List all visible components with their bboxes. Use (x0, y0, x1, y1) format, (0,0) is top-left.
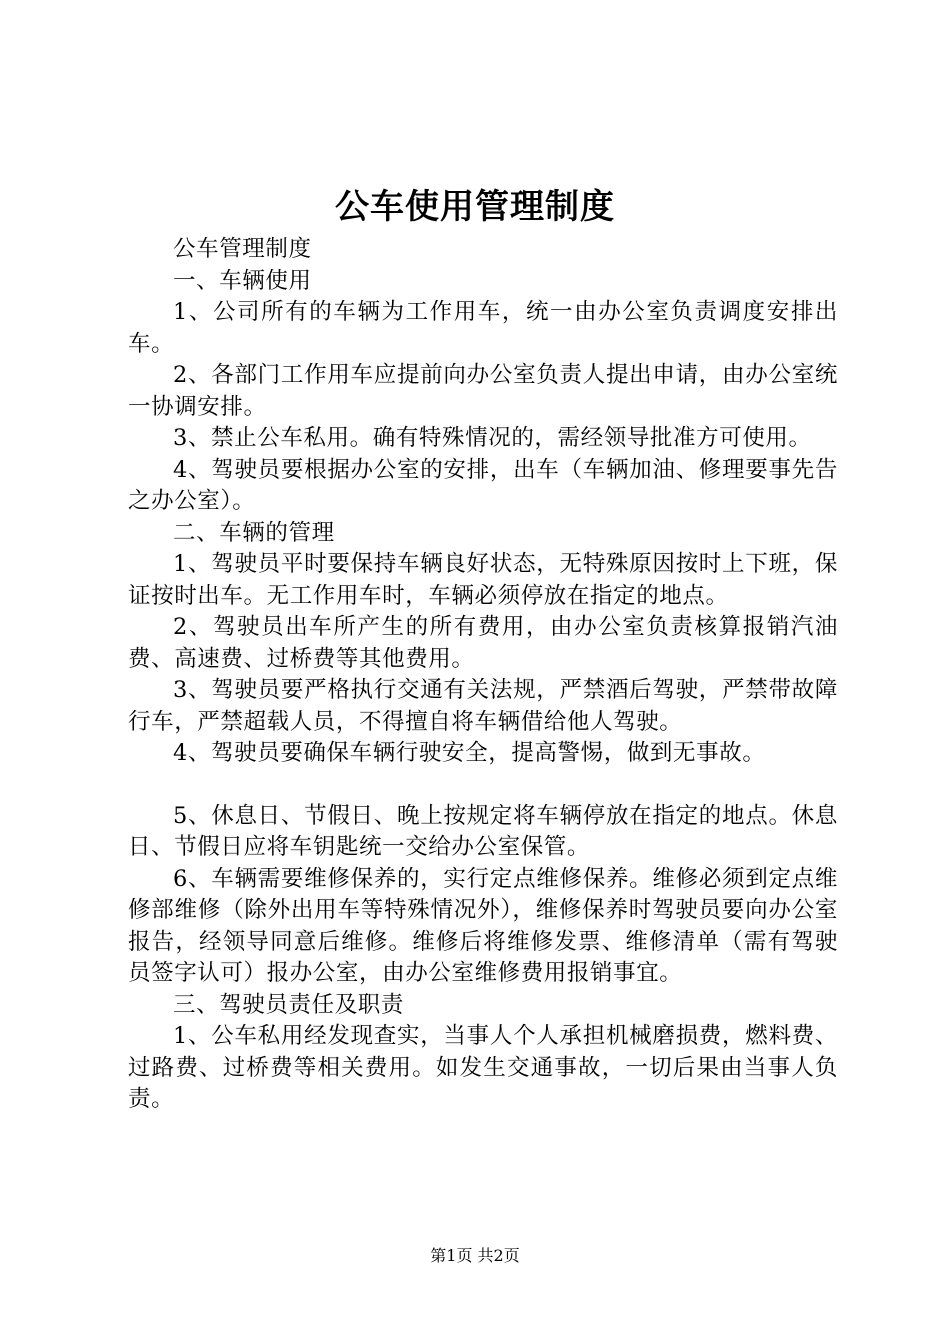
paragraph: 2、各部门工作用车应提前向办公室负责人提出申请，由办公室统一协调安排。 (128, 362, 838, 420)
paragraph: 3、驾驶员要严格执行交通有关法规，严禁酒后驾驶，严禁带故障行车，严禁超载人员，不得擅自将车辆借给他人驾驶。 (128, 677, 838, 735)
paragraph: 3、禁止公车私用。确有特殊情况的，需经领导批准方可使用。 (173, 425, 812, 451)
document-title: 公车使用管理制度 (335, 187, 615, 227)
paragraph: 1、公司所有的车辆为工作用车，统一由办公室负责调度安排出车。 (128, 299, 838, 357)
page-number: 第1页 共2页 (430, 1246, 520, 1265)
section-heading-3: 三、驾驶员责任及职责 (173, 991, 405, 1018)
section-heading-1: 一、车辆使用 (173, 267, 312, 294)
paragraph: 6、车辆需要维修保养的，实行定点维修保养。维修必须到定点维修部维修（除外出用车等特殊情况外），维修保养时驾驶员要向办公室报告，经领导同意后维修。维修后将维修发票、维修清单（需有驾驶员签字认可）报办公室，由办公室维修费用报销事宜。 (128, 865, 838, 986)
paragraph: 1、公车私用经发现查实，当事人个人承担机械磨损费，燃料费、过路费、过桥费等相关费用。如发生交通事故，一切后果由当事人负责。 (128, 1023, 838, 1112)
paragraph: 2、驾驶员出车所产生的所有费用，由办公室负责核算报销汽油费、高速费、过桥费等其他费用。 (128, 614, 838, 672)
paragraph: 4、驾驶员要根据办公室的安排，出车（车辆加油、修理要事先告之办公室）。 (128, 456, 838, 514)
paragraph: 5、休息日、节假日、晚上按规定将车辆停放在指定的地点。休息日、节假日应将车钥匙统一交给办公室保管。 (128, 802, 838, 860)
document-body (128, 234, 838, 1116)
paragraph-heading: 公车管理制度 (173, 236, 312, 262)
paragraph: 4、驾驶员要确保车辆行驶安全，提高警惕，做到无事故。 (173, 740, 766, 766)
section-heading-2: 二、车辆的管理 (173, 519, 335, 546)
paragraph: 1、驾驶员平时要保持车辆良好状态，无特殊原因按时上下班，保证按时出车。无工作用车时，车辆必须停放在指定的地点。 (128, 551, 838, 609)
